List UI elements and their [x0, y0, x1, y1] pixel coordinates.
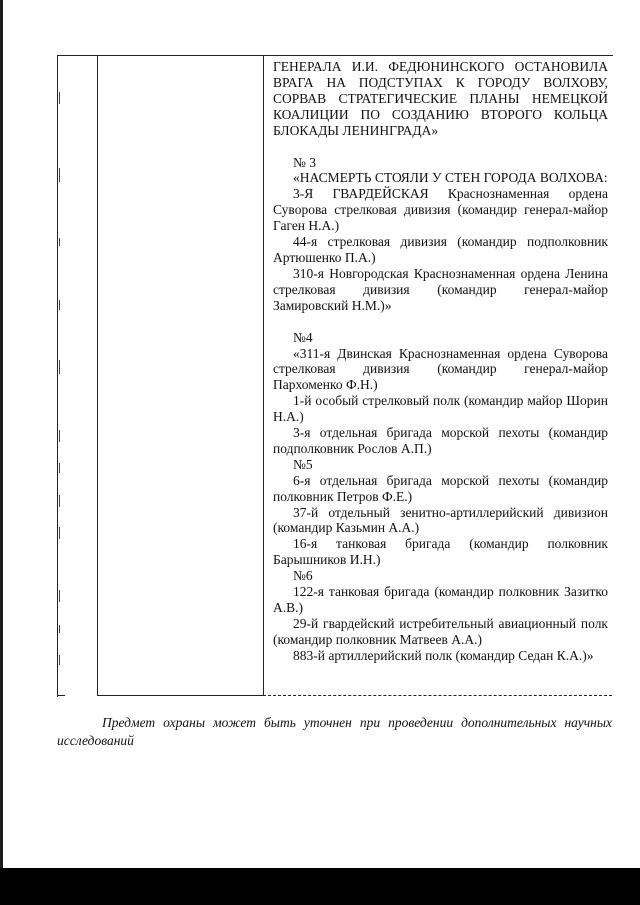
- table-bottom-border-segment: [263, 695, 612, 696]
- section-heading-no5: №5: [293, 456, 313, 472]
- scan-mark: [59, 655, 60, 665]
- no6-item: 122-я танковая бригада (командир полковник Зазитко А.В.): [273, 584, 608, 615]
- scan-mark: [59, 527, 60, 539]
- scan-mark: [59, 625, 60, 633]
- footnote: [57, 714, 612, 750]
- section-heading-no4: №4: [293, 329, 313, 345]
- scan-mark: [59, 92, 60, 104]
- no4-item: 3-я отдельная бригада морской пехоты (командир подполковник Рослов А.П.): [273, 425, 608, 456]
- scan-mark: [59, 495, 60, 507]
- no3-item: 3-Я ГВАРДЕЙСКАЯ Краснознаменная ордена Суворова стрелковая дивизия (командир генерал-майор Гаген Н.А.): [273, 186, 608, 234]
- scan-mark: [59, 168, 60, 182]
- no4-intro: «311-я Двинская Краснознаменная ордена Суворова стрелковая дивизия (командир генерал-майор Пархоменко Ф.Н.): [273, 345, 608, 393]
- scan-mark: [59, 463, 60, 473]
- scan-mark: [59, 430, 60, 442]
- no3-item: 44-я стрелковая дивизия (командир подполковник Артюшенко П.А.): [273, 234, 608, 265]
- footnote-text: Предмет охраны может быть уточнен при проведении дополнительных научных исследований: [57, 715, 612, 748]
- scan-mark: [59, 590, 60, 602]
- no5-item: 16-я танковая бригада (командир полковник Барышников И.Н.): [273, 536, 608, 568]
- section-heading-no6: №6: [293, 568, 313, 584]
- no3-intro: «НАСМЕРТЬ СТОЯЛИ У СТЕН ГОРОДА ВОЛХОВА:: [293, 170, 608, 186]
- inscription-text-cell: [273, 59, 608, 664]
- table-column-divider-2: [263, 55, 264, 696]
- scan-mark: [59, 360, 60, 374]
- no6-item: 883-й артиллерийский полк (командир Седан К.А.)»: [293, 647, 594, 663]
- table-bottom-border-segment: [57, 695, 65, 696]
- section-heading-no3: № 3: [293, 154, 317, 170]
- scan-mark: [59, 238, 60, 246]
- no6-item: 29-й гвардейский истребительный авиационный полк (командир полковник Матвеев А.А.): [273, 615, 608, 647]
- no3-item: 310-я Новгородская Краснознаменная ордена Ленина стрелковая дивизия (командир генерал-майор Замировский Н.М.)»: [273, 265, 608, 313]
- no5-item: 6-я отдельная бригада морской пехоты (командир полковник Петров Ф.Е.): [273, 472, 608, 504]
- table-column-divider-1: [97, 55, 98, 696]
- no4-item: 1-й особый стрелковый полк (командир майор Шорин Н.А.): [273, 393, 608, 425]
- intro-paragraph: ГЕНЕРАЛА И.И. ФЕДЮНИНСКОГО ОСТАНОВИЛА ВРАГА НА ПОДСТУПАХ К ГОРОДУ ВОЛХОВУ, СОРВАВ СТРАТЕГИЧЕСКИЕ ПЛАНЫ НЕМЕЦКОЙ КОАЛИЦИИ ПО СОЗДАНИЮ ВТОРОГО КОЛЬЦА БЛОКАДЫ ЛЕНИНГРАДА»: [273, 59, 608, 138]
- scan-mark: [59, 300, 60, 310]
- no5-item: 37-й отдельный зенитно-артиллерийский дивизион (командир Казьмин А.А.): [273, 504, 608, 536]
- scan-bottom-bar: [0, 868, 640, 905]
- table-bottom-border-segment: [97, 695, 265, 696]
- scan-left-edge: [0, 0, 3, 868]
